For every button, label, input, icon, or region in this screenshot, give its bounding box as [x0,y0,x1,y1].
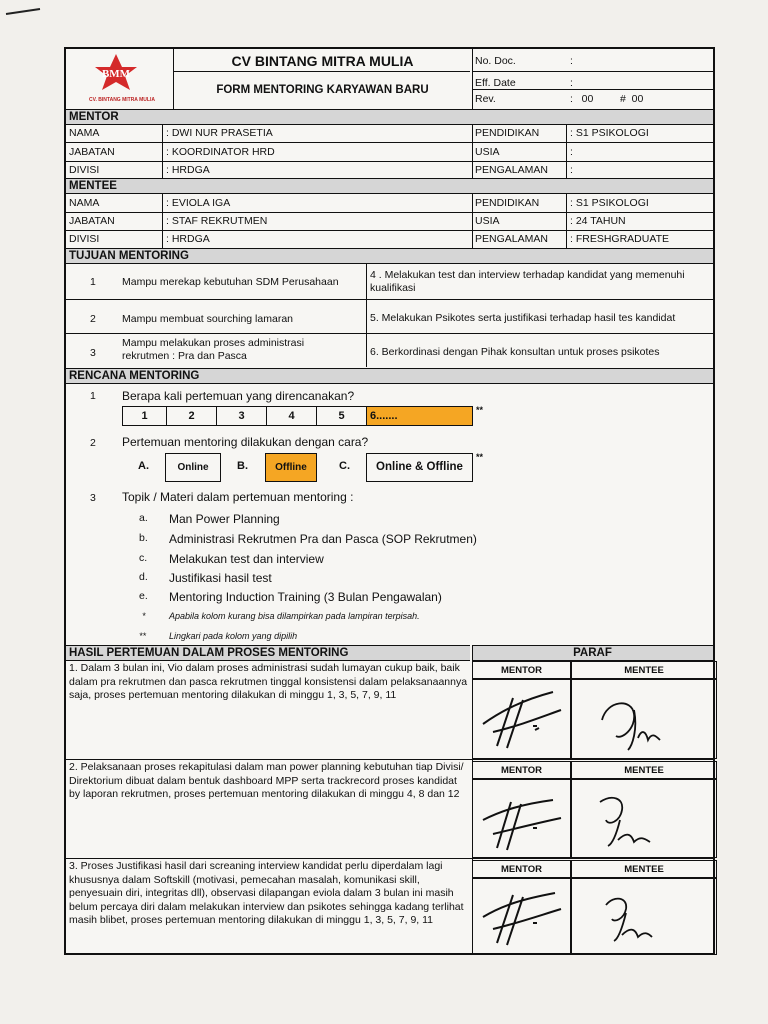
q3-question: Topik / Materi dalam pertemuan mentoring : [122,490,354,504]
q1-number: 1 [90,390,96,402]
mentor-education-label: PENDIDIKAN [475,127,540,139]
mentee-name-value: : EVIOLA IGA [166,197,231,209]
topic-a: Man Power Planning [169,512,280,526]
mentee-section-title: MENTEE [66,178,713,194]
logo-caption: CV. BINTANG MITRA MULIA [89,97,155,103]
entry2-mentor-label: MENTOR [472,761,571,779]
mentor-age-value: : [570,146,573,158]
q2-letter-b: B. [237,460,248,472]
q1-question: Berapa kali pertemuan yang direncanakan? [122,389,355,403]
topic-letter-d: d. [139,571,148,583]
mentor-position-value: : KOORDINATOR HRD [166,146,275,158]
mentor-name-value: : DWI NUR PRASETIA [166,127,273,139]
paraf-title: PARAF [472,645,713,661]
company-name: CV BINTANG MITRA MULIA [231,53,414,69]
eff-date-label: Eff. Date [475,77,516,89]
tujuan-no-1: 1 [90,276,96,288]
q2-number: 2 [90,437,96,449]
star-logo-icon [84,53,148,93]
mentee-education-value: : S1 PSIKOLOGI [570,197,649,209]
rencana-section-title: RENCANA MENTORING [66,368,713,384]
q2-option-offline-selected[interactable]: Offline [265,453,317,482]
q2-mark: ** [476,452,484,462]
mentor-signature-icon [473,879,570,954]
entry3-mentee-signature[interactable] [571,878,717,955]
rev-label: Rev. [475,93,496,105]
mentor-division-label: DIVISI [69,164,100,176]
rev-number: # 00 [620,93,644,105]
topic-e: Mentoring Induction Training (3 Bulan Pengawalan) [169,590,442,604]
hasil-section-title: HASIL PERTEMUAN DALAM PROSES MENTORING [66,645,470,661]
mentor-signature-icon [473,680,570,758]
entry3-mentee-label: MENTEE [571,860,717,878]
entry2-mentee-signature[interactable] [571,779,717,858]
mentor-age-label: USIA [475,146,500,158]
hasil-entry-1: 1. Dalam 3 bulan ini, Vio dalam proses administrasi sudah lumayan cukup baik, baik dalam pra rekrutmen dan pasca rekrutmen tinggal konsistensi dalam pelaksanaannya saja, proses pertemuan mentoring dilakukan di minggu 1, 3, 5, 7, 9, 11 [69,662,468,701]
entry1-mentee-label: MENTEE [571,661,717,679]
q3-number: 3 [90,492,96,504]
q1-option-1[interactable]: 1 [122,406,167,426]
mentee-signature-icon [572,680,716,758]
entry1-mentor-label: MENTOR [472,661,571,679]
eff-date-value: : [570,77,573,89]
mentee-name-label: NAMA [69,197,100,209]
mentee-position-value: : STAF REKRUTMEN [166,215,268,227]
entry3-mentor-label: MENTOR [472,860,571,878]
mentee-education-label: PENDIDIKAN [475,197,540,209]
topic-letter-e: e. [139,590,148,602]
topic-d: Justifikasi hasil test [169,571,272,585]
rev-value: : 00 [570,93,594,105]
topic-b: Administrasi Rekrutmen Pra dan Pasca (SOP Rekrutmen) [169,532,477,546]
q1-option-6-selected[interactable]: 6....... [366,406,473,426]
q2-option-online[interactable]: Online [165,453,221,482]
mentee-position-label: JABATAN [69,215,115,227]
tujuan-no-2: 2 [90,313,96,325]
mentee-division-value: : HRDGA [166,233,210,245]
tujuan-item-3: Mampu melakukan proses administrasi rekrutmen : Pra dan Pasca [122,337,305,362]
logo-cell [66,49,173,109]
form-title: FORM MENTORING KARYAWAN BARU [216,84,429,96]
hasil-entry-3: 3. Proses Justifikasi hasil dari screaning interview kandidat perlu diperdalam lagi khususnya dalam Softskill (motivasi, pemecahan masalah, komunikasi skill, penyesuain diri, integritas dll), observasi dilapangan eviola dalam 3 bulan ini masih belum percaya diri dalam melakukan interview dan psikotes sehingga kadang terlihat masih blibet, proses pertemuan mentoring dilakukan di minggu 1, 3, 5, 7, 9, 11 [69,860,464,926]
tujuan-section-title: TUJUAN MENTORING [66,248,713,264]
tujuan-item-4: 4 . Melakukan test dan interview terhadap kandidat yang memenuhi kualifikasi [370,269,685,294]
note-attachment: Apabila kolom kurang bisa dilampirkan pada lampiran terpisah. [169,611,420,621]
q1-option-3[interactable]: 3 [216,406,267,426]
mentee-experience-value: : FRESHGRADUATE [570,233,669,245]
mentor-experience-label: PENGALAMAN [475,164,548,176]
q1-option-2[interactable]: 2 [166,406,217,426]
topic-letter-c: c. [139,552,148,564]
mentor-name-label: NAMA [69,127,100,139]
topic-letter-b: b. [139,532,148,544]
note-circle: Lingkari pada kolom yang dipilih [169,631,298,641]
mentee-experience-label: PENGALAMAN [475,233,548,245]
mentee-age-label: USIA [475,215,500,227]
q1-option-5[interactable]: 5 [316,406,367,426]
mentee-age-value: : 24 TAHUN [570,215,626,227]
tujuan-item-2: Mampu membuat sourching lamaran [122,313,293,325]
entry1-mentor-signature[interactable] [472,679,571,759]
mentor-section-title: MENTOR [66,109,713,125]
doc-no-value: : [570,55,573,67]
mentoring-form [64,47,715,955]
note-mark-1: * [142,611,146,621]
hasil-entry-2: 2. Pelaksanaan proses rekapitulasi dalam man power planning kebutuhan tiap Divisi/ Direktorium dibuat dalam bentuk dashboard MPP serta trackrecord proses kandidat by laporan rekrutmen, proses pertemuan mentoring dilakukan di minggu 4, 8 dan 12 [69,761,464,800]
q2-letter-c: C. [339,460,350,472]
mentee-signature-icon [572,780,716,857]
mentor-position-label: JABATAN [69,146,115,158]
mentor-experience-value: : [570,164,573,176]
tujuan-item-5: 5. Melakukan Psikotes serta justifikasi terhadap hasil tes kandidat [370,312,676,324]
entry1-mentee-signature[interactable] [571,679,717,759]
tujuan-no-3: 3 [90,347,96,359]
topic-letter-a: a. [139,512,148,524]
q2-question: Pertemuan mentoring dilakukan dengan cara? [122,435,369,449]
tujuan-item-6: 6. Berkordinasi dengan Pihak konsultan untuk proses psikotes [370,346,660,358]
logo-text: BMM [101,68,131,80]
doc-no-label: No. Doc. [475,55,516,67]
q2-option-online-offline[interactable]: Online & Offline [366,453,473,482]
entry3-mentor-signature[interactable] [472,878,571,955]
mentee-signature-icon [572,879,716,954]
q1-option-4[interactable]: 4 [266,406,317,426]
topic-c: Melakukan test dan interview [169,552,324,566]
pen-mark [0,0,60,20]
entry2-mentee-label: MENTEE [571,761,717,779]
entry2-mentor-signature[interactable] [472,779,571,858]
mentor-division-value: : HRDGA [166,164,210,176]
mentor-signature-icon [473,780,570,857]
note-mark-2: ** [139,631,147,641]
mentor-education-value: : S1 PSIKOLOGI [570,127,649,139]
tujuan-item-1: Mampu merekap kebutuhan SDM Perusahaan [122,276,339,288]
mentee-division-label: DIVISI [69,233,100,245]
q1-mark: ** [476,405,484,415]
q2-letter-a: A. [138,460,149,472]
